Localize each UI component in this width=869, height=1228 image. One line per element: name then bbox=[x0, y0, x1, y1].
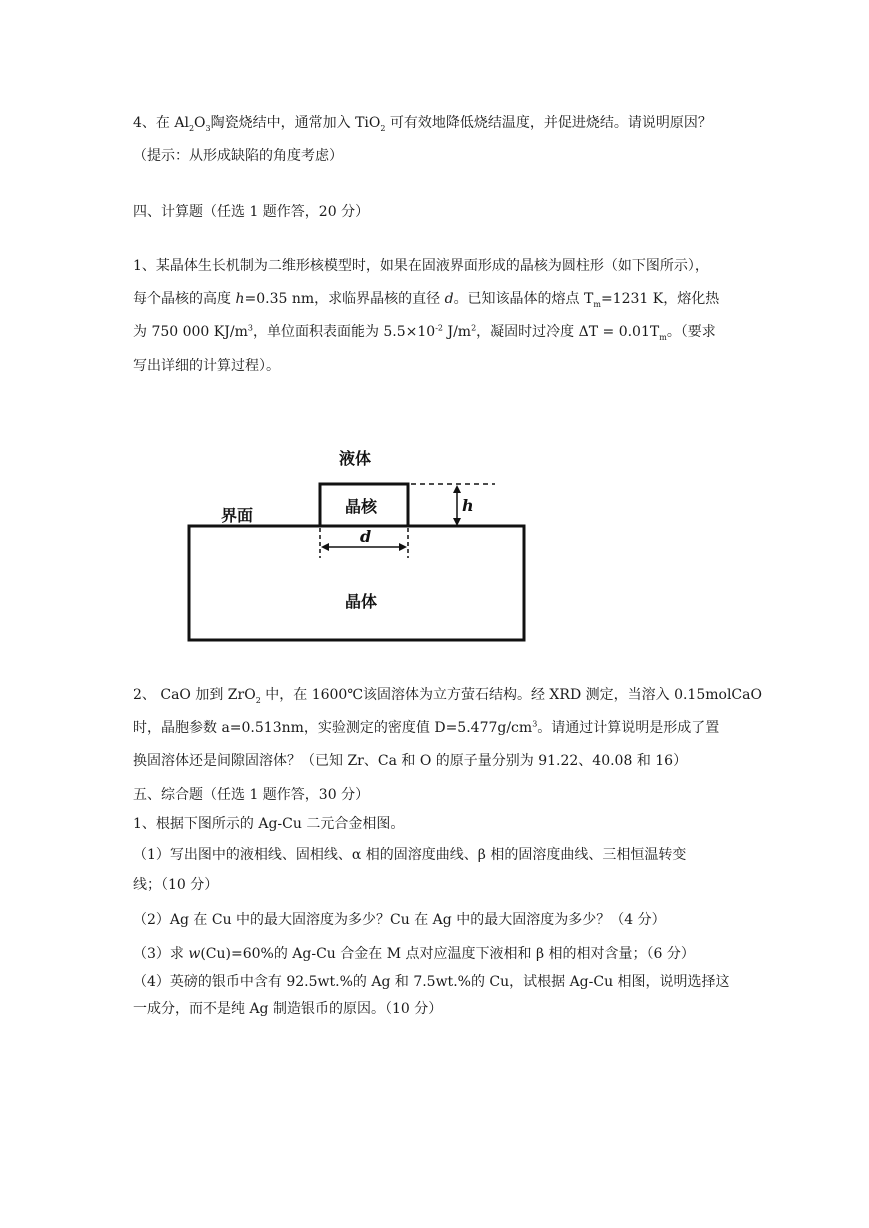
subscript: m bbox=[593, 299, 601, 309]
h-label: h bbox=[462, 496, 474, 515]
calc1-line-1: 1、某晶体生长机制为二维形核模型时，如果在固液界面形成的晶核为圆柱形（如下图所示）， bbox=[133, 258, 709, 274]
calc1-line-4: 写出详细的计算过程）。 bbox=[133, 358, 280, 374]
calc2-line-2 bbox=[133, 718, 719, 738]
section-5-title: 五、综合题（任选 1 题作答，30 分） bbox=[133, 787, 370, 803]
text: 中，在 1600℃该固溶体为立方萤石结构。经 XRD 测定，当溶入 0.15molCaO bbox=[260, 687, 762, 703]
superscript: -2 bbox=[435, 323, 444, 333]
comp1-item-1-line-2: 线；（10 分） bbox=[133, 877, 219, 893]
h-arrow-head-up bbox=[453, 485, 461, 493]
nucleus-diagram bbox=[185, 440, 530, 650]
comp1-item-4-line-1: （4）英磅的银币中含有 92.5wt.%的 Ag 和 7.5wt.%的 Cu，试根据 Ag-Cu 相图，说明选择这 bbox=[133, 974, 730, 990]
text: 为 750 000 KJ/m bbox=[133, 324, 248, 340]
calc2-line-1 bbox=[133, 685, 762, 705]
variable-d: d bbox=[444, 291, 454, 307]
text: 2、 CaO 加到 ZrO bbox=[133, 687, 256, 703]
text: ，凝固时过冷度 ΔT = 0.01T bbox=[476, 324, 660, 340]
calc1-line-3 bbox=[133, 322, 716, 342]
comp1-item-2: （2）Ag 在 Cu 中的最大固溶度为多少？Cu 在 Ag 中的最大固溶度为多少？（4 分） bbox=[133, 912, 666, 928]
comp1-item-3 bbox=[133, 944, 695, 964]
text: 。已知该晶体的熔点 T bbox=[453, 291, 594, 307]
superscript: 2 bbox=[471, 323, 477, 333]
text: 每个晶核的高度 bbox=[133, 291, 236, 307]
d-label: d bbox=[360, 527, 372, 546]
q4-text: 陶瓷烧结中，通常加入 TiO bbox=[210, 115, 381, 131]
q4-text: O bbox=[194, 115, 206, 131]
q4-text: 可有效地降低烧结温度，并促进烧结。请说明原因？ bbox=[385, 115, 712, 131]
crystal-label: 晶体 bbox=[345, 592, 378, 611]
text: J/m bbox=[443, 324, 472, 340]
subscript: 2 bbox=[255, 695, 261, 705]
interface-label: 界面 bbox=[221, 506, 254, 525]
variable-h: h bbox=[235, 291, 245, 307]
text: 时，晶胞参数 a=0.513nm，实验测定的密度值 D=5.477g/cm bbox=[133, 720, 533, 736]
comp1-intro: 1、根据下图所示的 Ag-Cu 二元合金相图。 bbox=[133, 816, 405, 832]
calc1-line-2 bbox=[133, 289, 719, 309]
text: (Cu)=60%的 Ag-Cu 合金在 M 点对应温度下液相和 β 相的相对含量；（6 分） bbox=[200, 946, 695, 962]
q4-line-1 bbox=[133, 113, 712, 133]
subscript: 2 bbox=[188, 123, 195, 133]
crystal-block bbox=[189, 526, 524, 640]
superscript: 3 bbox=[247, 323, 253, 333]
text: （3）求 bbox=[133, 946, 189, 962]
text: =1231 K，熔化热 bbox=[600, 291, 720, 307]
superscript: 3 bbox=[532, 719, 538, 729]
comp1-item-4-line-2: 一成分，而不是纯 Ag 制造银币的原因。（10 分） bbox=[133, 1001, 443, 1017]
text: =0.35 nm，求临界晶核的直径 bbox=[244, 291, 445, 307]
text: 。请通过计算说明是形成了置 bbox=[537, 720, 720, 736]
nucleus-label: 晶核 bbox=[345, 497, 378, 516]
variable-w: w bbox=[188, 946, 201, 962]
text: ，单位面积表面能为 5.5×10 bbox=[252, 324, 436, 340]
calc2-line-3: 换固溶体还是间隙固溶体？（已知 Zr、Ca 和 O 的原子量分别为 91.22、40.08 和 16） bbox=[133, 753, 688, 769]
subscript: 3 bbox=[205, 123, 211, 133]
section-4-title: 四、计算题（任选 1 题作答，20 分） bbox=[133, 204, 370, 220]
q4-text: 4、在 Al bbox=[133, 115, 189, 131]
comp1-item-1-line-1: （1）写出图中的液相线、固相线、α 相的固溶度曲线、β 相的固溶度曲线、三相恒温转变 bbox=[133, 847, 687, 863]
q4-hint: （提示：从形成缺陷的角度考虑） bbox=[133, 148, 343, 164]
subscript: m bbox=[659, 332, 667, 342]
liquid-label: 液体 bbox=[339, 449, 372, 468]
subscript: 2 bbox=[380, 123, 386, 133]
text: 。（要求 bbox=[666, 324, 716, 340]
